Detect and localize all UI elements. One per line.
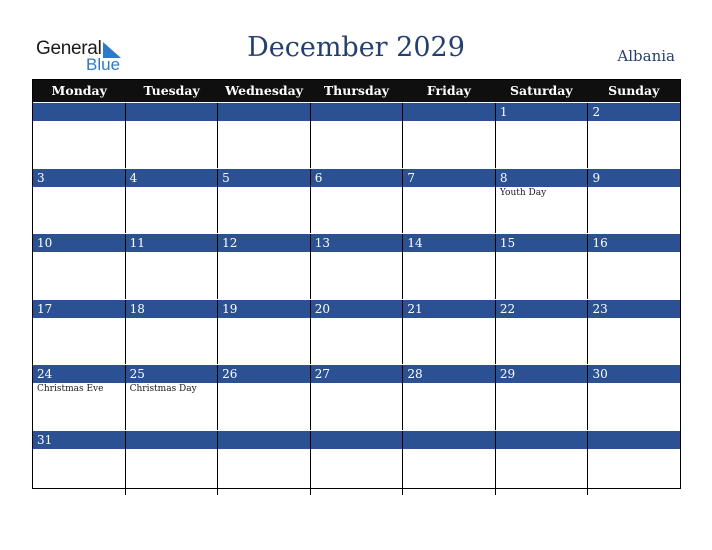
day-number: 6 [311,169,403,187]
calendar-day-cell [588,169,680,234]
calendar-day-cell [588,103,680,168]
day-number: 24 [33,365,125,383]
day-number [403,431,495,449]
calendar-day-cell [311,169,404,234]
day-number: 4 [126,169,218,187]
calendar-day-cell [496,431,589,496]
holiday-label: Youth Day [499,187,547,198]
calendar-day-cell [218,234,311,299]
day-number: 7 [403,169,495,187]
day-number: 23 [588,300,680,318]
calendar-day-cell [33,431,126,496]
weekday-tuesday: Tuesday [143,83,200,98]
calendar-day-cell [496,169,589,234]
day-number: 13 [311,234,403,252]
calendar-day-cell [126,169,219,234]
day-number [403,103,495,121]
calendar-day-cell [588,234,680,299]
calendar-day-cell [311,103,404,168]
calendar-week-row [33,364,680,430]
day-number: 5 [218,169,310,187]
day-number: 2 [588,103,680,121]
calendar-week-row [33,299,680,365]
calendar-grid [32,79,681,489]
calendar-day-cell [588,431,680,496]
weekday-monday: Monday [51,83,107,98]
calendar-day-cell [218,103,311,168]
calendar-day-cell [33,365,126,430]
day-number: 21 [403,300,495,318]
day-number [496,431,588,449]
calendar-day-cell [588,365,680,430]
day-number [218,431,310,449]
page-title: December 2029 [247,32,465,63]
country-label: Albania [617,47,675,65]
day-number: 29 [496,365,588,383]
calendar-day-cell [126,300,219,365]
calendar-day-cell [403,431,496,496]
day-number: 16 [588,234,680,252]
day-number [588,431,680,449]
calendar-day-cell [403,103,496,168]
day-number: 9 [588,169,680,187]
calendar-day-cell [126,103,219,168]
day-number: 22 [496,300,588,318]
calendar-day-cell [496,365,589,430]
day-number: 14 [403,234,495,252]
weekday-header-row [33,80,680,102]
day-number: 10 [33,234,125,252]
weekday-sunday: Sunday [608,83,660,98]
day-number: 25 [126,365,218,383]
day-number [126,103,218,121]
calendar-day-cell [403,234,496,299]
day-number: 8 [496,169,588,187]
day-number: 26 [218,365,310,383]
day-number: 27 [311,365,403,383]
calendar-day-cell [218,365,311,430]
day-number [126,431,218,449]
day-number: 18 [126,300,218,318]
day-number: 20 [311,300,403,318]
day-number: 11 [126,234,218,252]
day-number [33,103,125,121]
calendar-day-cell [311,300,404,365]
calendar-week-row [33,430,680,496]
day-number: 15 [496,234,588,252]
calendar-day-cell [33,300,126,365]
day-number: 19 [218,300,310,318]
calendar-day-cell [496,234,589,299]
day-number: 28 [403,365,495,383]
calendar-week-row [33,168,680,234]
weekday-saturday: Saturday [509,83,573,98]
day-number [218,103,310,121]
weekday-thursday: Thursday [323,83,390,98]
day-number: 30 [588,365,680,383]
calendar-day-cell [33,103,126,168]
day-number: 1 [496,103,588,121]
day-number: 12 [218,234,310,252]
calendar-day-cell [311,365,404,430]
weekday-wednesday: Wednesday [225,83,303,98]
calendar-day-cell [126,234,219,299]
day-number [311,431,403,449]
calendar-day-cell [496,300,589,365]
calendar-week-row [33,102,680,168]
calendar-week-row [33,233,680,299]
calendar-day-cell [33,169,126,234]
calendar-day-cell [496,103,589,168]
day-number: 31 [33,431,125,449]
calendar-day-cell [588,300,680,365]
logo-word-general: General [36,38,102,59]
calendar-day-cell [126,365,219,430]
weekday-friday: Friday [426,83,471,98]
calendar-day-cell [126,431,219,496]
day-number [311,103,403,121]
calendar-day-cell [311,234,404,299]
holiday-label: Christmas Eve [37,384,104,394]
calendar-day-cell [403,169,496,234]
calendar-day-cell [403,365,496,430]
calendar-day-cell [218,431,311,496]
calendar-day-cell [33,234,126,299]
day-number: 3 [33,169,125,187]
calendar-day-cell [311,431,404,496]
holiday-label: Christmas Day [129,384,197,394]
logo-word-blue: Blue [86,55,121,74]
calendar-day-cell [218,169,311,234]
calendar-day-cell [403,300,496,365]
calendar-day-cell [218,300,311,365]
calendar-weeks [33,102,680,495]
day-number: 17 [33,300,125,318]
